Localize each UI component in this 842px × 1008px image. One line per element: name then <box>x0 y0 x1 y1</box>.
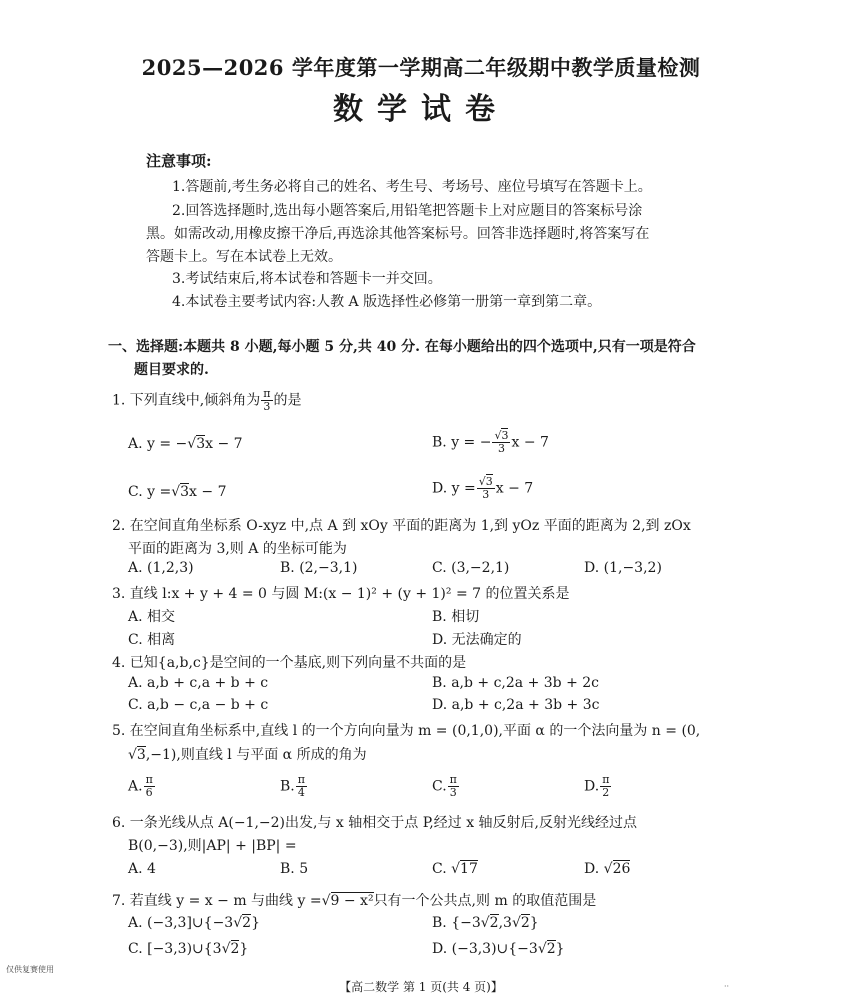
question-3-option-c: C. 相离 <box>128 632 176 648</box>
question-5-option-c: C. $\frac{\pi}{3}$ <box>432 773 457 799</box>
footer-mark: ·· <box>724 982 730 991</box>
question-2-option-a: A. (1,2,3) <box>128 560 194 576</box>
question-4-option-c: C. a,b − c,a − b + c <box>128 697 269 713</box>
question-1-option-a: A. y = −√3x − 7 <box>128 436 243 452</box>
notice-line-1: 1.答题前,考生务必将自己的姓名、考生号、考场号、座位号填写在答题卡上。 <box>172 179 652 195</box>
fraction: $\frac{\pi}{4}$ <box>297 773 305 799</box>
question-2-option-b: B. (2,−3,1) <box>280 560 358 576</box>
question-3-option-a: A. 相交 <box>128 609 176 625</box>
question-4-option-d: D. a,b + c,2a + 3b + 3c <box>432 697 600 713</box>
question-4-option-b: B. a,b + c,2a + 3b + 2c <box>432 675 600 691</box>
question-2-option-c: C. (3,−2,1) <box>432 560 510 576</box>
question-1-option-d: D. y = $\frac{√3}{3}$ x − 7 <box>432 475 534 501</box>
fraction: $\frac{\pi}{3}$ <box>263 387 271 413</box>
fraction: $\frac{√3}{3}$ <box>494 429 509 455</box>
question-3-option-b: B. 相切 <box>432 609 480 625</box>
question-1-option-c: C. y =√3x − 7 <box>128 484 227 500</box>
question-5-option-d: D. $\frac{\pi}{2}$ <box>584 773 610 799</box>
fraction: $\frac{\pi}{6}$ <box>145 773 153 799</box>
question-3-stem: 3. 直线 l:x + y + 4 = 0 与圆 M:(x − 1)² + (y + 1)² = 7 的位置关系是 <box>112 586 570 602</box>
notice-line-5: 3.考试结束后,将本试卷和答题卡一并交回。 <box>172 271 442 287</box>
side-note: 仅供复赛使用 <box>6 965 54 974</box>
question-4-stem: 4. 已知{a,b,c}是空间的一个基底,则下列向量不共面的是 <box>112 655 467 671</box>
question-1-option-b: B. y = − $\frac{√3}{3}$ x − 7 <box>432 429 549 455</box>
question-2-option-d: D. (1,−3,2) <box>584 560 662 576</box>
fraction: $\frac{\pi}{2}$ <box>602 773 610 799</box>
notice-heading: 注意事项: <box>146 152 212 170</box>
question-6-line-2: B(0,−3),则|AP| + |BP| = <box>128 838 297 854</box>
section-heading-cont: 题目要求的. <box>134 362 209 378</box>
question-1-stem: 1. 下列直线中,倾斜角为 $\frac{\pi}{3}$ 的是 <box>112 387 302 413</box>
exam-title: 2025—2026 学年度第一学期高二年级期中教学质量检测 <box>141 55 701 80</box>
question-5-option-a: A. $\frac{\pi}{6}$ <box>128 773 153 799</box>
question-5-option-b: B. $\frac{\pi}{4}$ <box>280 773 305 799</box>
question-7-option-d: D. (−3,3)∪{−3√2} <box>432 941 565 957</box>
question-7-option-c: C. [−3,3)∪{3√2} <box>128 941 249 957</box>
question-2-line-1: 2. 在空间直角坐标系 O-xyz 中,点 A 到 xOy 平面的距离为 1,到 yOz 平面的距离为 2,到 zOx <box>112 518 691 534</box>
question-3-option-d: D. 无法确定的 <box>432 632 522 648</box>
question-7-stem: 7. 若直线 y = x − m 与曲线 y =√9 − x²只有一个公共点,则 m 的取值范围是 <box>112 893 597 909</box>
question-6-option-d: D. √26 <box>584 861 631 877</box>
exam-subject-title: 数学试卷 <box>333 92 509 127</box>
section-heading: 一、选择题:本题共 8 小题,每小题 5 分,共 40 分. 在每小题给出的四个选项中,只有一项是符合 <box>108 339 696 355</box>
notice-line-4: 答题卡上。写在本试卷上无效。 <box>146 249 342 265</box>
question-6-option-a: A. 4 <box>128 861 156 877</box>
notice-line-3: 黑。如需改动,用橡皮擦干净后,再选涂其他答案标号。回答非选择题时,将答案写在 <box>146 226 650 242</box>
question-5-line-1: 5. 在空间直角坐标系中,直线 l 的一个方向向量为 m = (0,1,0),平面 α 的一个法向量为 n = (0, <box>112 723 701 739</box>
question-7-option-b: B. {−3√2,3√2} <box>432 915 539 931</box>
fraction: $\frac{\pi}{3}$ <box>449 773 457 799</box>
question-6-option-c: C. √17 <box>432 861 478 877</box>
notice-line-6: 4.本试卷主要考试内容:人教 A 版选择性必修第一册第一章到第二章。 <box>172 294 602 310</box>
question-6-option-b: B. 5 <box>280 861 309 877</box>
fraction: $\frac{√3}{3}$ <box>478 475 493 501</box>
page-footer: 【高二数学 第 1 页(共 4 页)】 <box>339 980 503 994</box>
notice-line-2: 2.回答选择题时,选出每小题答案后,用铅笔把答题卡上对应题目的答案标号涂 <box>172 203 643 219</box>
question-6-line-1: 6. 一条光线从点 A(−1,−2)出发,与 x 轴相交于点 P,经过 x 轴反射后,反射光线经过点 <box>112 815 637 831</box>
question-2-line-2: 平面的距离为 3,则 A 的坐标可能为 <box>128 541 347 557</box>
question-5-line-2: √3,−1),则直线 l 与平面 α 所成的角为 <box>128 747 367 763</box>
question-4-option-a: A. a,b + c,a + b + c <box>128 675 269 691</box>
question-7-option-a: A. (−3,3]∪{−3√2} <box>128 915 260 931</box>
